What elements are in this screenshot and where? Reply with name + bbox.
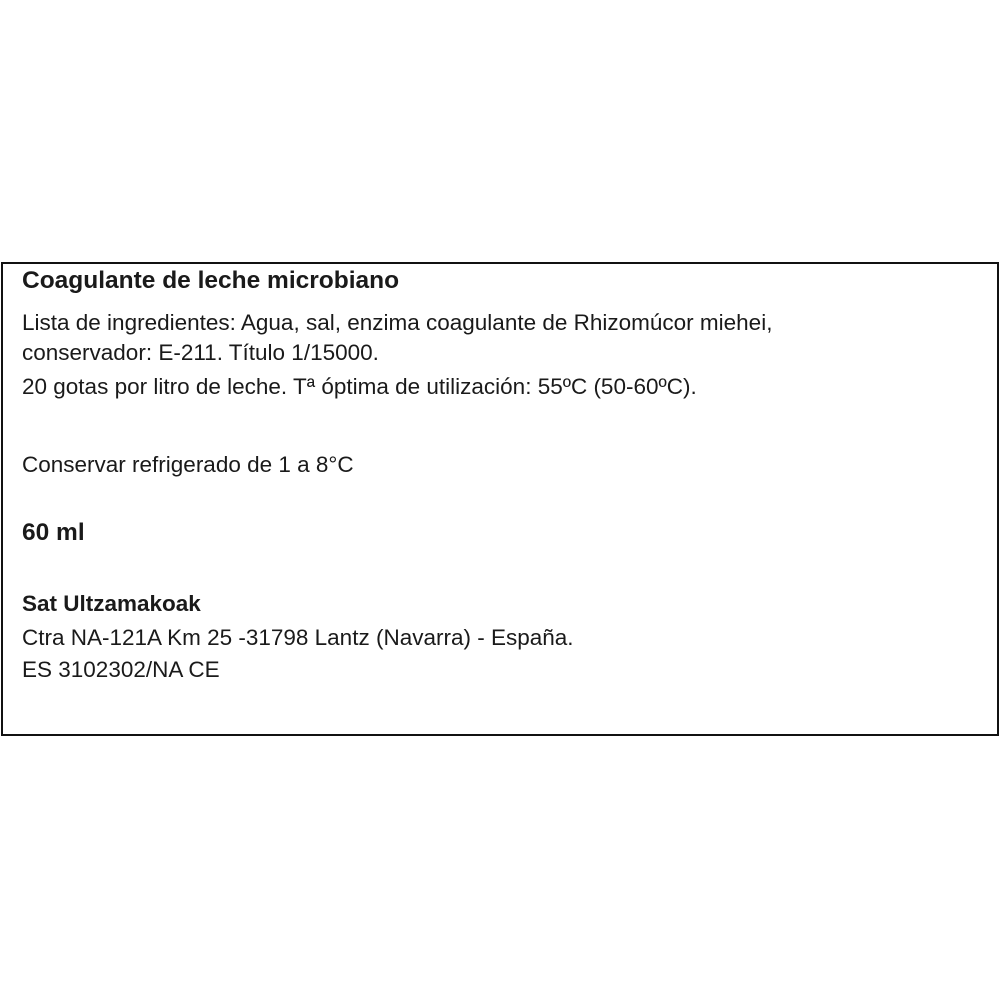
net-volume: 60 ml	[22, 519, 85, 546]
dosage-text: 20 gotas por litro de leche. Tª óptima de utilización: 55ºC (50-60ºC).	[22, 374, 697, 399]
registry-number: ES 3102302/NA CE	[22, 657, 220, 682]
product-label	[1, 262, 999, 736]
ingredients-line-1: Lista de ingredientes: Agua, sal, enzima coagulante de Rhizomúcor miehei,	[22, 310, 773, 335]
ingredients-line-2: conservador: E-211. Título 1/15000.	[22, 340, 379, 365]
storage-instructions: Conservar refrigerado de 1 a 8°C	[22, 452, 354, 477]
company-name: Sat Ultzamakoak	[22, 591, 201, 616]
company-address: Ctra NA-121A Km 25 -31798 Lantz (Navarra) - España.	[22, 625, 574, 650]
product-title: Coagulante de leche microbiano	[22, 267, 400, 294]
